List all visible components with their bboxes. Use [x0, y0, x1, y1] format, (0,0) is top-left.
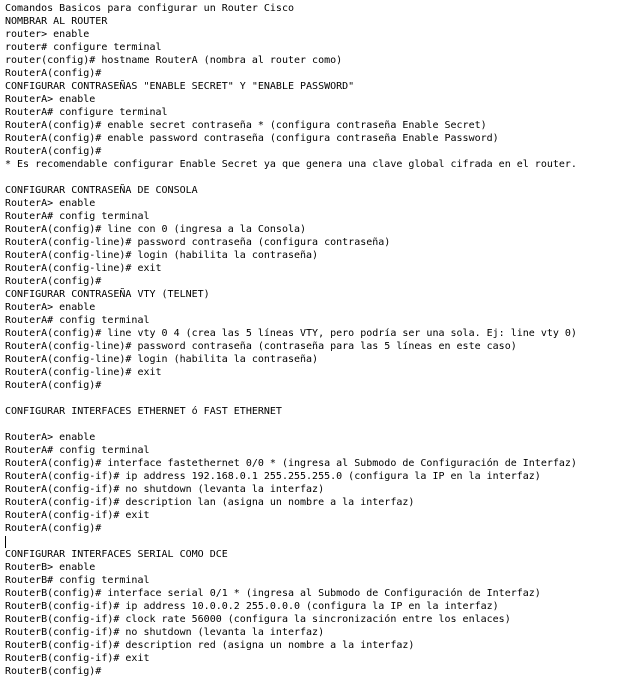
text-line: RouterA(config)#	[5, 523, 102, 534]
text-line: router> enable	[5, 29, 90, 40]
text-line: RouterA(config)# interface fastethernet 0/0 * (ingresa al Submodo de Configuración de Interfaz)	[5, 458, 577, 469]
text-line: RouterA> enable	[5, 94, 96, 105]
text-line: RouterB(config)# interface serial 0/1 * (ingresa al Submodo de Configuración de Interfaz)	[5, 588, 541, 599]
text-line: RouterA(config)# enable password contraseña (configura contraseña Enable Password)	[5, 133, 499, 144]
text-line: RouterA(config-line)# login (habilita la contraseña)	[5, 250, 319, 261]
text-line	[5, 171, 617, 184]
text-line: RouterA(config-line)# password contraseña (contraseña para las 5 líneas en este caso)	[5, 341, 517, 352]
text-line: RouterA(config)# line con 0 (ingresa a la Consola)	[5, 224, 307, 235]
text-line: RouterB(config-if)# no shutdown (levanta la interfaz)	[5, 627, 325, 638]
text-line: * Es recomendable configurar Enable Secret ya que genera una clave global cifrada en el router.	[5, 159, 577, 170]
text-line: RouterA(config)# line vty 0 4 (crea las 5 líneas VTY, pero podría ser una sola. Ej: line vty 0)	[5, 328, 577, 339]
text-line: RouterA(config)#	[5, 68, 102, 79]
text-line: CONFIGURAR INTERFACES SERIAL COMO DCE	[5, 549, 228, 560]
text-line: RouterA(config-line)# password contraseña (configura contraseña)	[5, 237, 391, 248]
text-line: RouterA> enable	[5, 302, 96, 313]
text-line: CONFIGURAR CONTRASEÑAS "ENABLE SECRET" Y "ENABLE PASSWORD"	[5, 81, 355, 92]
text-line: RouterB> enable	[5, 562, 96, 573]
text-line: RouterA(config-if)# no shutdown (levanta la interfaz)	[5, 484, 325, 495]
text-line: RouterB(config-if)# clock rate 56000 (configura la sincronización entre los enlaces)	[5, 614, 511, 625]
text-line: RouterA# config terminal	[5, 445, 150, 456]
text-line: RouterA(config-line)# login (habilita la contraseña)	[5, 354, 319, 365]
text-line: router(config)# hostname RouterA (nombra al router como)	[5, 55, 343, 66]
document-text	[5, 2, 617, 678]
text-line: RouterB# config terminal	[5, 575, 150, 586]
text-line: Comandos Basicos para configurar un Router Cisco	[5, 3, 294, 14]
text-line	[5, 392, 617, 405]
text-line: RouterA# config terminal	[5, 315, 150, 326]
text-line: router# configure terminal	[5, 42, 162, 53]
text-line: CONFIGURAR INTERFACES ETHERNET ó FAST ETHERNET	[5, 406, 282, 417]
text-cursor	[5, 536, 6, 548]
text-line: RouterA> enable	[5, 432, 96, 443]
text-line: NOMBRAR AL ROUTER	[5, 16, 108, 27]
text-line: RouterA(config)#	[5, 380, 102, 391]
text-line: RouterA# config terminal	[5, 211, 150, 222]
text-line: RouterA(config-line)# exit	[5, 367, 162, 378]
text-line: CONFIGURAR CONTRASEÑA VTY (TELNET)	[5, 289, 210, 300]
text-line: RouterA> enable	[5, 198, 96, 209]
text-line	[5, 535, 617, 548]
text-line: CONFIGURAR CONTRASEÑA DE CONSOLA	[5, 185, 198, 196]
text-line: RouterA(config)#	[5, 146, 102, 157]
text-line: RouterA# configure terminal	[5, 107, 168, 118]
text-line: RouterB(config)#	[5, 666, 102, 677]
text-line: RouterA(config-if)# description lan (asigna un nombre a la interfaz)	[5, 497, 415, 508]
text-line: RouterB(config-if)# ip address 10.0.0.2 255.0.0.0 (configura la IP en la interfaz)	[5, 601, 499, 612]
text-line	[5, 418, 617, 431]
text-line: RouterB(config-if)# description red (asigna un nombre a la interfaz)	[5, 640, 415, 651]
text-line: RouterA(config-line)# exit	[5, 263, 162, 274]
text-line: RouterA(config-if)# ip address 192.168.0.1 255.255.255.0 (configura la IP en la interfaz)	[5, 471, 541, 482]
text-line: RouterA(config)# enable secret contraseña * (configura contraseña Enable Secret)	[5, 120, 487, 131]
text-line: RouterB(config-if)# exit	[5, 653, 150, 664]
text-line: RouterA(config-if)# exit	[5, 510, 150, 521]
text-line: RouterA(config)#	[5, 276, 102, 287]
